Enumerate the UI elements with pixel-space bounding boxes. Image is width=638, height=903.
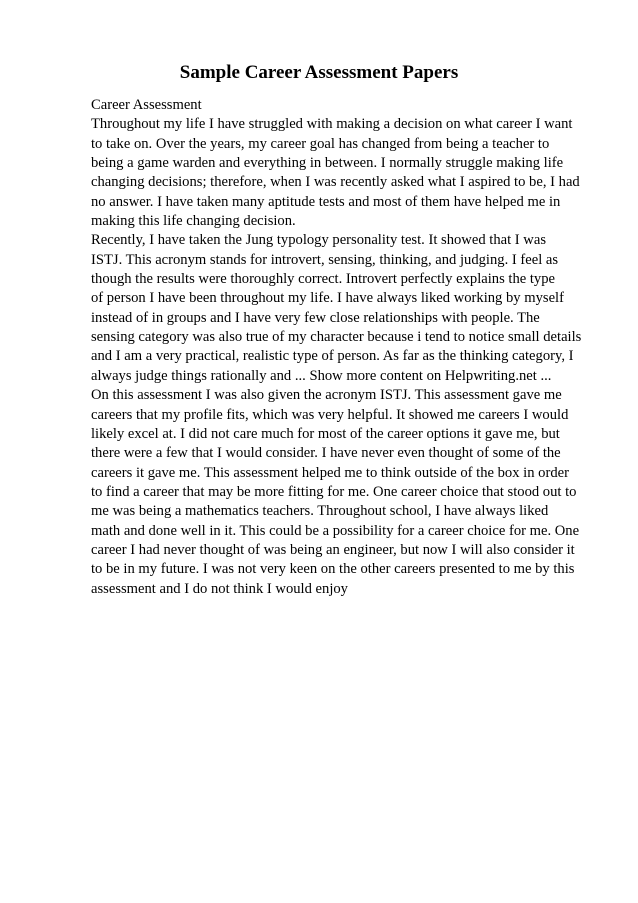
body-line: though the results were thoroughly correct. Introvert perfectly explains the type bbox=[91, 271, 556, 288]
body-line: always judge things rationally and ... Show more content on Helpwriting.net ... bbox=[91, 367, 552, 384]
body-line: careers it gave me. This assessment helped me to think outside of the box in order bbox=[91, 464, 569, 481]
body-line: there were a few that I would consider. I have never even thought of some of the bbox=[91, 445, 561, 462]
body-line: Career Assessment bbox=[91, 97, 202, 113]
body-line: instead of in groups and I have very few close relationships with people. The bbox=[91, 309, 540, 326]
body-line: making this life changing decision. bbox=[91, 213, 296, 230]
body-line: Recently, I have taken the Jung typology personality test. It showed that I was bbox=[91, 232, 546, 249]
document-title: Sample Career Assessment Papers bbox=[179, 62, 459, 83]
body-line: career I had never thought of was being an engineer, but now I will also consider it bbox=[91, 541, 575, 558]
body-line: careers that my profile fits, which was very helpful. It showed me careers I would bbox=[91, 406, 569, 423]
body-line: of person I have been throughout my life. I have always liked working by myself bbox=[91, 290, 564, 307]
body-line: to take on. Over the years, my career goal has changed from being a teacher to bbox=[91, 135, 550, 152]
body-line: sensing category was also true of my character because i tend to notice small details bbox=[91, 329, 582, 346]
document-body bbox=[91, 96, 591, 599]
body-line: On this assessment I was also given the acronym ISTJ. This assessment gave me bbox=[91, 387, 562, 404]
body-line: to find a career that may be more fitting for me. One career choice that stood out to bbox=[91, 483, 577, 500]
body-line: assessment and I do not think I would enjoy bbox=[91, 580, 348, 597]
body-line: and I am a very practical, realistic type of person. As far as the thinking category, I bbox=[91, 348, 574, 365]
body-line: ISTJ. This acronym stands for introvert, sensing, thinking, and judging. I feel as bbox=[91, 251, 559, 268]
body-line: being a game warden and everything in between. I normally struggle making life bbox=[91, 155, 564, 172]
body-line: no answer. I have taken many aptitude tests and most of them have helped me in bbox=[91, 193, 561, 210]
body-line: me was being a mathematics teachers. Throughout school, I have always liked bbox=[91, 503, 549, 520]
body-line: Throughout my life I have struggled with making a decision on what career I want bbox=[91, 116, 573, 133]
body-line: to be in my future. I was not very keen on the other careers presented to me by this bbox=[91, 561, 575, 578]
body-line: changing decisions; therefore, when I was recently asked what I aspired to be, I had bbox=[91, 174, 580, 191]
body-line: math and done well in it. This could be a possibility for a career choice for me. One bbox=[91, 522, 580, 539]
body-line: likely excel at. I did not care much for most of the career options it gave me, but bbox=[91, 425, 560, 442]
